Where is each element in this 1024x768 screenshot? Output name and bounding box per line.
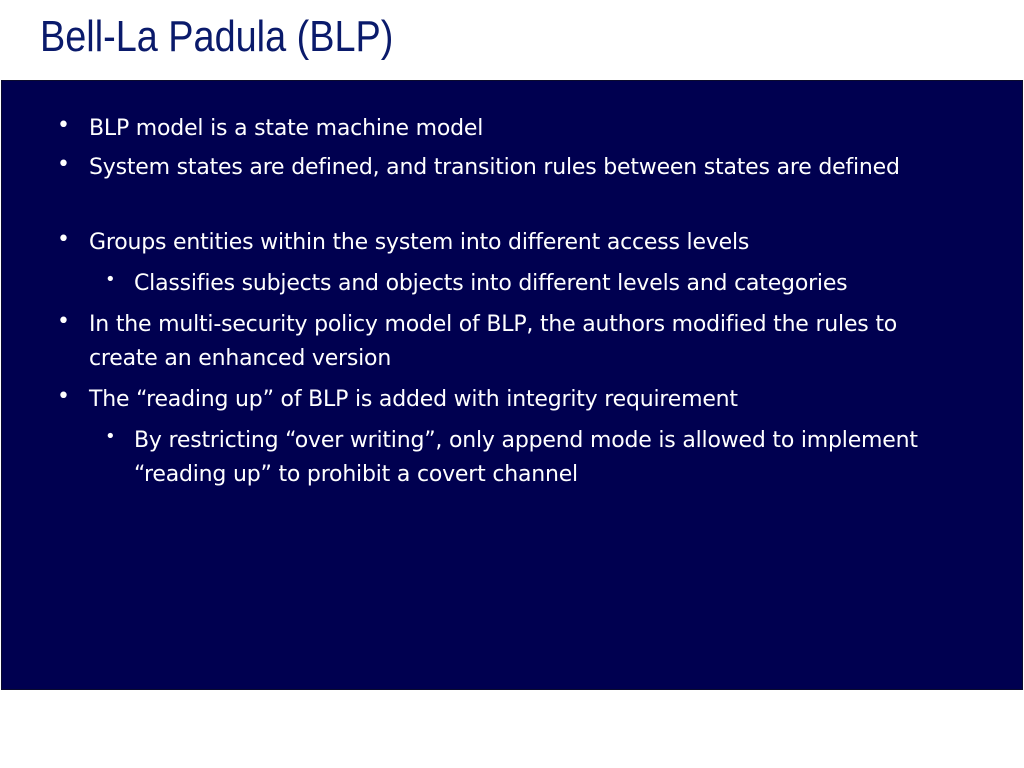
bullet-marker: •: [57, 384, 70, 409]
bullet-text: BLP model is a state machine model: [89, 116, 484, 141]
bullet-text: By restricting “over writing”, only append mode is allowed to implement “reading up” to prohibit a covert channel: [134, 428, 918, 487]
bullet-marker: •: [57, 113, 70, 138]
bullet-marker: •: [105, 269, 116, 290]
bullet-text: The “reading up” of BLP is added with integrity requirement: [89, 387, 738, 412]
slide-title: Bell-La Padula (BLP): [40, 12, 394, 61]
bullet-marker: •: [57, 227, 70, 252]
bullet-text: In the multi-security policy model of BLP, the authors modified the rules to create an enhanced version: [89, 312, 898, 371]
bullet-marker: •: [57, 309, 70, 334]
bullet-text: Classifies subjects and objects into different levels and categories: [134, 271, 848, 296]
bullet-marker: •: [105, 426, 116, 447]
content-panel: [1, 80, 1023, 690]
bullet-text: System states are defined, and transition rules between states are defined: [89, 155, 900, 180]
bullet-marker: •: [57, 152, 70, 177]
bullet-text: Groups entities within the system into different access levels: [89, 230, 750, 255]
